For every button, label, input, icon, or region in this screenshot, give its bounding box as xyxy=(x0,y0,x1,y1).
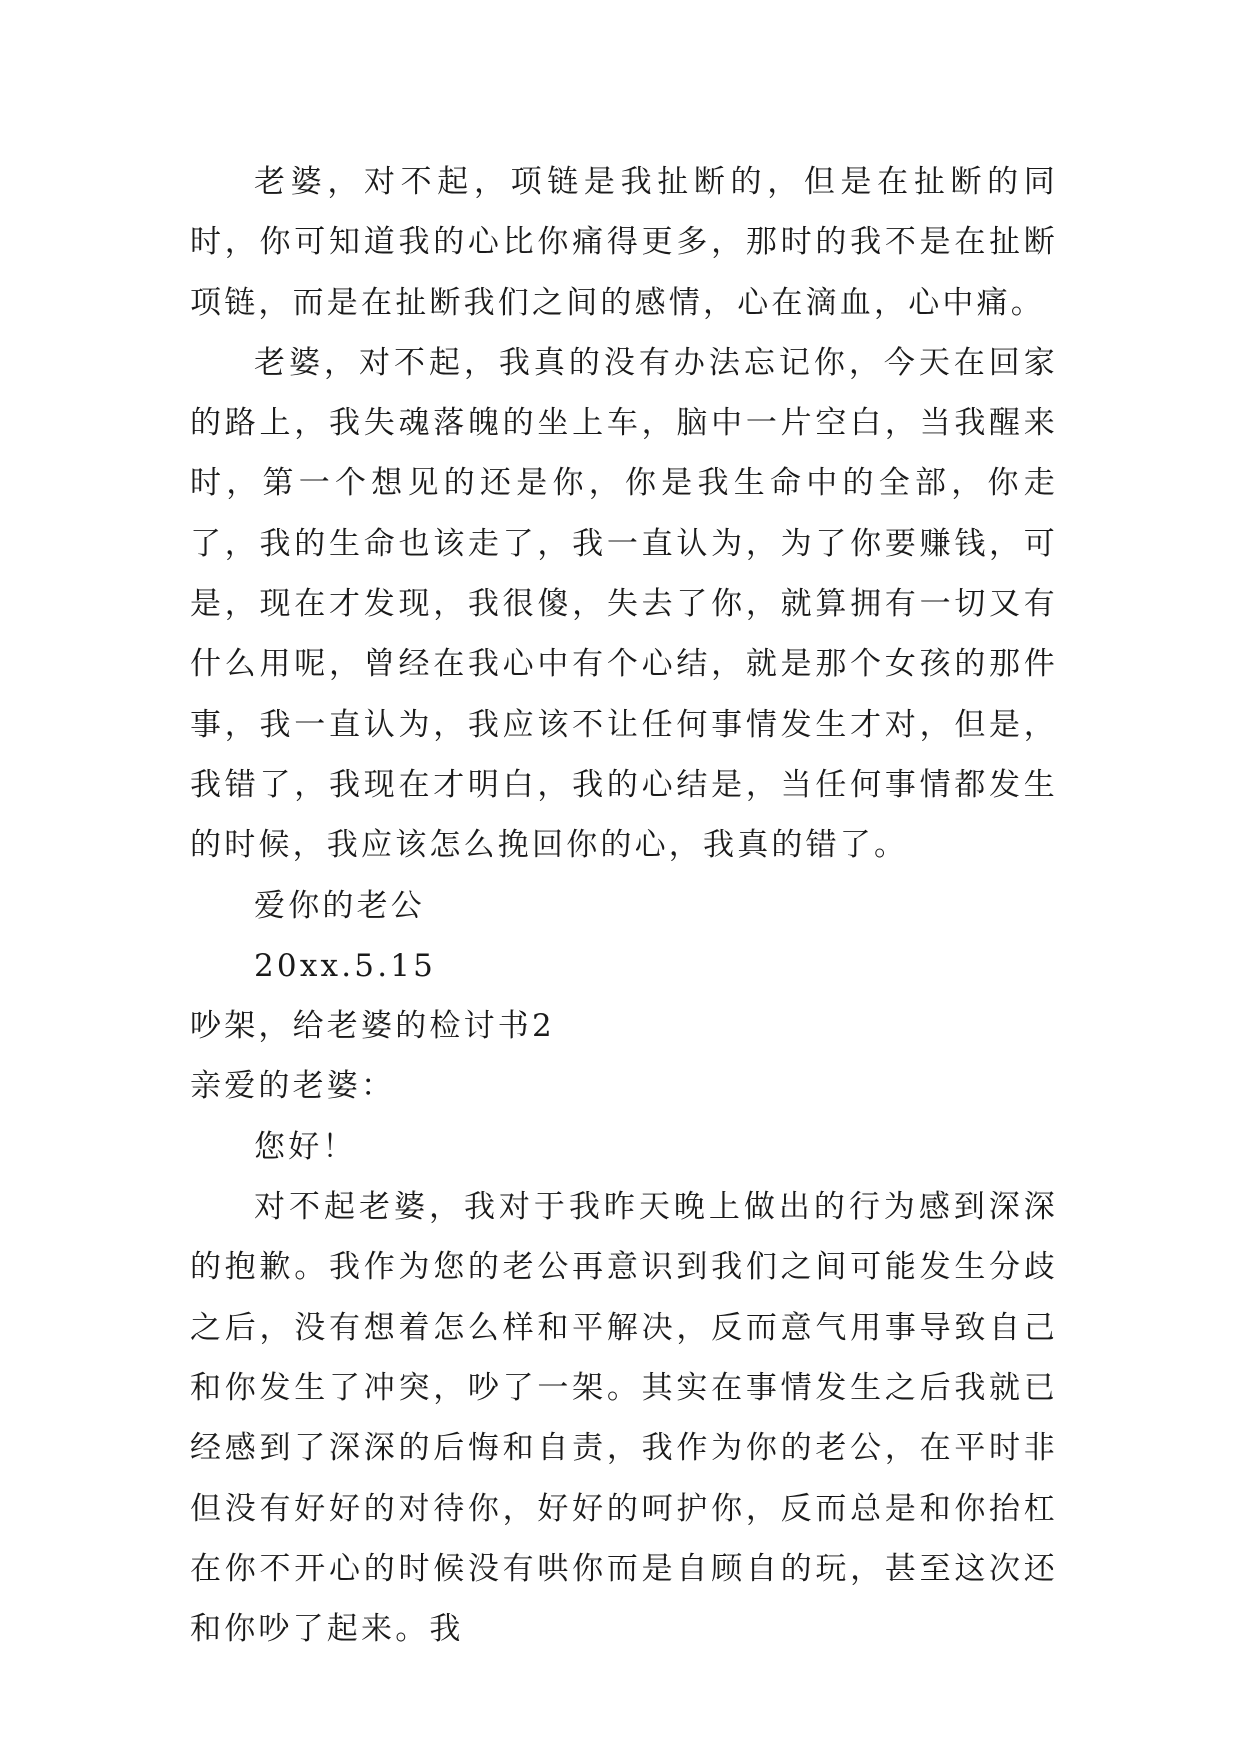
greeting: 您好！ xyxy=(254,1128,357,1165)
paragraph-apology-forget: 老婆，对不起，我真的没有办法忘记你，今天在回家的路上，我失魂落魄的坐上车，脑中一片空白，当我醒来时，第一个想见的还是你，你是我生命中的全部，你走了，我的生命也该走了，我一直认为，为了你要赚钱，可是，现在才发现，我很傻，失去了你，就算拥有一切又有什么用呢，曾经在我心中有个心结，就是那个女孩的那件事，我一直认为，我应该不让任何事情发生才对，但是，我错了，我现在才明白，我的心结是，当任何事情都发生的时候，我应该怎么挽回你的心，我真的错了。 xyxy=(190,344,1058,864)
salutation: 亲爱的老婆： xyxy=(190,1068,396,1105)
date-line: 20xx.5.15 xyxy=(254,947,437,984)
paragraph-apology-quarrel: 对不起老婆，我对于我昨天晚上做出的行为感到深深的抱歉。我作为您的老公再意识到我们之间可能发生分歧之后，没有想着怎么样和平解决，反而意气用事导致自己和你发生了冲突，吵了一架。其实在事情发生之后我就已经感到了深深的后悔和自责，我作为你的老公，在平时非但没有好好的对待你，好好的呵护你，反而总是和你抬杠在你不开心的时候没有哄你而是自顾自的玩，甚至这次还和你吵了起来。我 xyxy=(190,1189,1058,1648)
signature-line: 爱你的老公 xyxy=(254,887,425,924)
document-page xyxy=(190,158,1058,1659)
section-title: 吵架，给老婆的检讨书2 xyxy=(190,1008,555,1045)
paragraph-apology-necklace: 老婆，对不起，项链是我扯断的，但是在扯断的同时，你可知道我的心比你痛得更多，那时的我不是在扯断项链，而是在扯断我们之间的感情，心在滴血，心中痛。 xyxy=(190,164,1058,321)
